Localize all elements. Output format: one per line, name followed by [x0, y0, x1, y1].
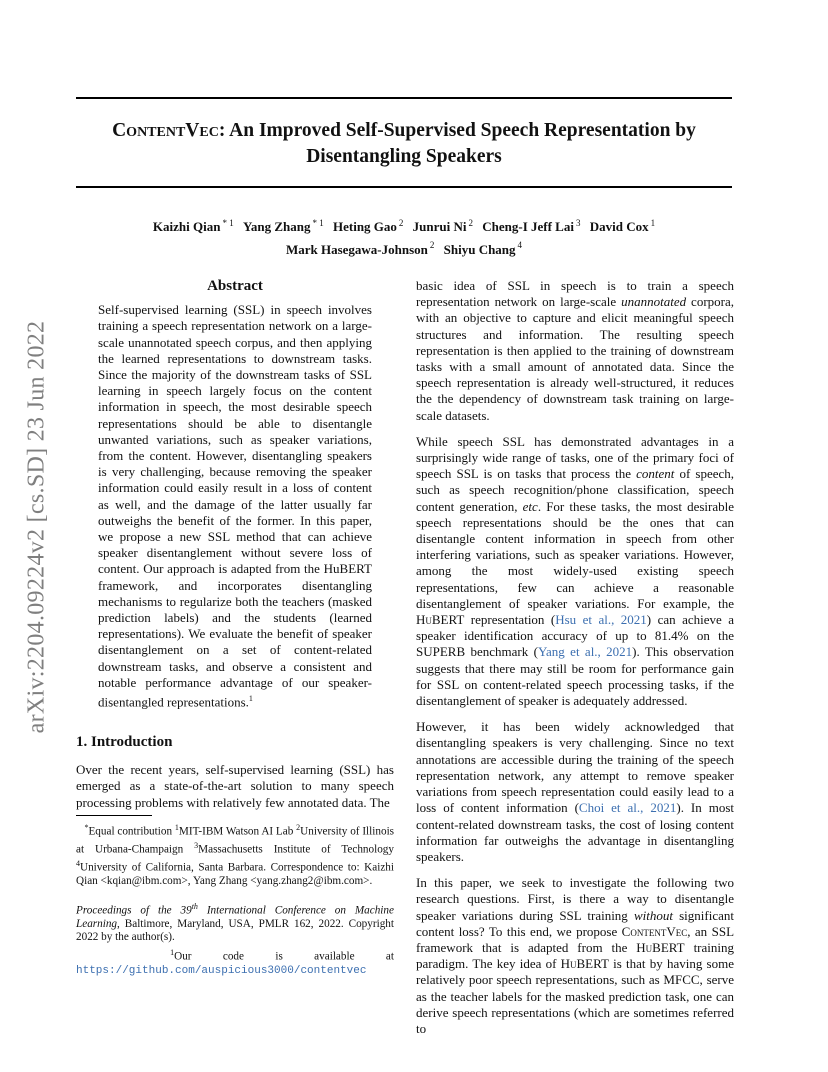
paragraph: basic idea of SSL in speech is to train a speech representation network on large-scale unannotated corpora, with an objective to capture and elicit meaningful speech structures and information. The resulting speech representation is then applied to the training of downstream tasks with a small amount of annotated data. Since the speech representation is already well-structured, it reduces the the dependency of downstream task training on large-scale datasets.: [416, 278, 734, 423]
right-column: [416, 278, 734, 1037]
author: Junrui Ni $^2$: [412, 218, 473, 235]
proceedings-footnote: Proceedings of the 39th International Conference on Machine Learning, Baltimore, Maryland, USA, PMLR 162, 2022. Copyright 2022 by the author(s).: [76, 902, 394, 944]
paragraph: In this paper, we seek to investigate the following two research questions. First, is there a way to disentangle speaker variations during SSL training without significant content loss? To this end, we propose ContentVec, an SSL framework that is adapted from the HuBERT training paradigm. The key idea of HuBERT is that by having some relatively poor speech representations, such as MFCC, serve as the teacher labels for the masked prediction task, one can derive speech representations (which are sometimes referred to: [416, 875, 735, 1036]
paper-title: [76, 118, 732, 170]
introduction-body: Over the recent years, self-supervised learning (SSL) has emerged as a state-of-the-art solution to many speech processing problems with relatively few annotated data. The: [76, 762, 394, 810]
author: Yang Zhang $^{* 1}$: [242, 218, 324, 235]
abstract-section: [76, 278, 394, 711]
title-bottom-rule: [76, 186, 732, 188]
citation-link[interactable]: Hsu et al., 2021: [555, 612, 647, 628]
abstract-heading: Abstract: [207, 278, 263, 294]
author: Mark Hasegawa-Johnson $^2$: [285, 240, 435, 257]
footnotes: [76, 821, 394, 979]
title-method-name: ContentVec: [112, 120, 219, 141]
paragraph: However, it has been widely acknowledged that disentangling speakers is very challenging. Since no text annotations are accessible during the training of the speech representation network, any attempt to remove speaker variations from speech representation could easily lead to a loss of content information (Choi et al., 2021). In most content-related downstream tasks, the cost of losing content information far outweighs the advantage in disentangling speakers.: [416, 719, 734, 864]
author: Shiyu Chang $^4$: [443, 240, 523, 257]
author: Heting Gao $^2$: [333, 218, 404, 235]
author: David Cox $^1$: [589, 218, 656, 235]
code-url-link[interactable]: https://github.com/auspicious3000/contentvec: [76, 965, 367, 978]
footnote-rule: [76, 815, 152, 816]
title-line-1: : An Improved Self-Supervised Speech Representation by: [218, 120, 696, 141]
introduction-section: [76, 734, 394, 811]
citation-link[interactable]: Choi et al., 2021: [578, 800, 677, 816]
citation-link[interactable]: Yang et al., 2021: [537, 644, 633, 660]
author: Cheng-I Jeff Lai $^3$: [482, 218, 581, 235]
affiliation-footnote: *Equal contribution $^1$MIT-IBM Watson AI Lab $^2$University of Illinois at Urbana-Champaign $^3$Massachusetts Institute of Technology $^4$University of California, Santa Barbara. Correspondence to: Kaizhi Qian <kqian@ibm.com>, Yang Zhang <yang.zhang2@ibm.com>.: [76, 823, 395, 887]
arxiv-identifier-stamp: arXiv:2204.09224v2 [cs.SD] 23 Jun 2022: [23, 320, 50, 734]
author-list: [76, 214, 732, 259]
title-line-2: Disentangling Speakers: [306, 146, 502, 167]
paragraph: While speech SSL has demonstrated advantages in a surprisingly wide range of tasks, one of the primary foci of speech SSL is on tasks that process the content of speech, such as speech recognition/phone classification, speech content generation, etc. For these tasks, the most desirable speech representations should be the ones that can disentangle content information in speech from other interfering variations, such as speaker variations. However, among the most widely-used existing speech representations, few can achieve a reasonable disentanglement of speaker variations. For example, the HuBERT representation (Hsu et al., 2021) can achieve a speaker identification accuracy of up to 81.4% on the SUPERB benchmark (Yang et al., 2021). This observation suggests that there may still be room for performance gain for SSL on content-related speech processing tasks, if the disentanglement of speaker is adequately addressed.: [416, 433, 735, 709]
author: Kaizhi Qian $^{* 1}$: [152, 218, 234, 235]
abstract-body: Self-supervised learning (SSL) in speech involves training a speech representation network on a large-scale unannotated speech corpus, and then applying the learned representations to downstream tasks. Since the majority of the downstream tasks of SSL learning in speech largely focus on the content information in speech, the most desirable speech representations should be able to disentangle unwanted variations, such as speaker variations, from the content. However, disentangling speakers is very challenging, because removing the speaker information could easily result in a loss of content as well, and the damage of the latter usually far outweighs the benefit of the former. In this paper, we propose a new SSL method that can achieve speaker disentanglement without severe loss of content. Our approach is adapted from the HuBERT framework, and incorporates disentangling mechanisms to regularize both the teachers (masked prediction labels) and the students (learned representations). We evaluate the benefit of speaker disentanglement on a set of content-related downstream tasks, and observe a consistent and notable performance advantage of our speaker-disentangled representations.$^1$: [98, 302, 372, 710]
code-footnote: $^1$Our code is available at https://github.com/auspicious3000/contentvec: [76, 948, 395, 978]
top-rule: [76, 97, 732, 99]
introduction-heading: 1. Introduction: [76, 734, 173, 750]
